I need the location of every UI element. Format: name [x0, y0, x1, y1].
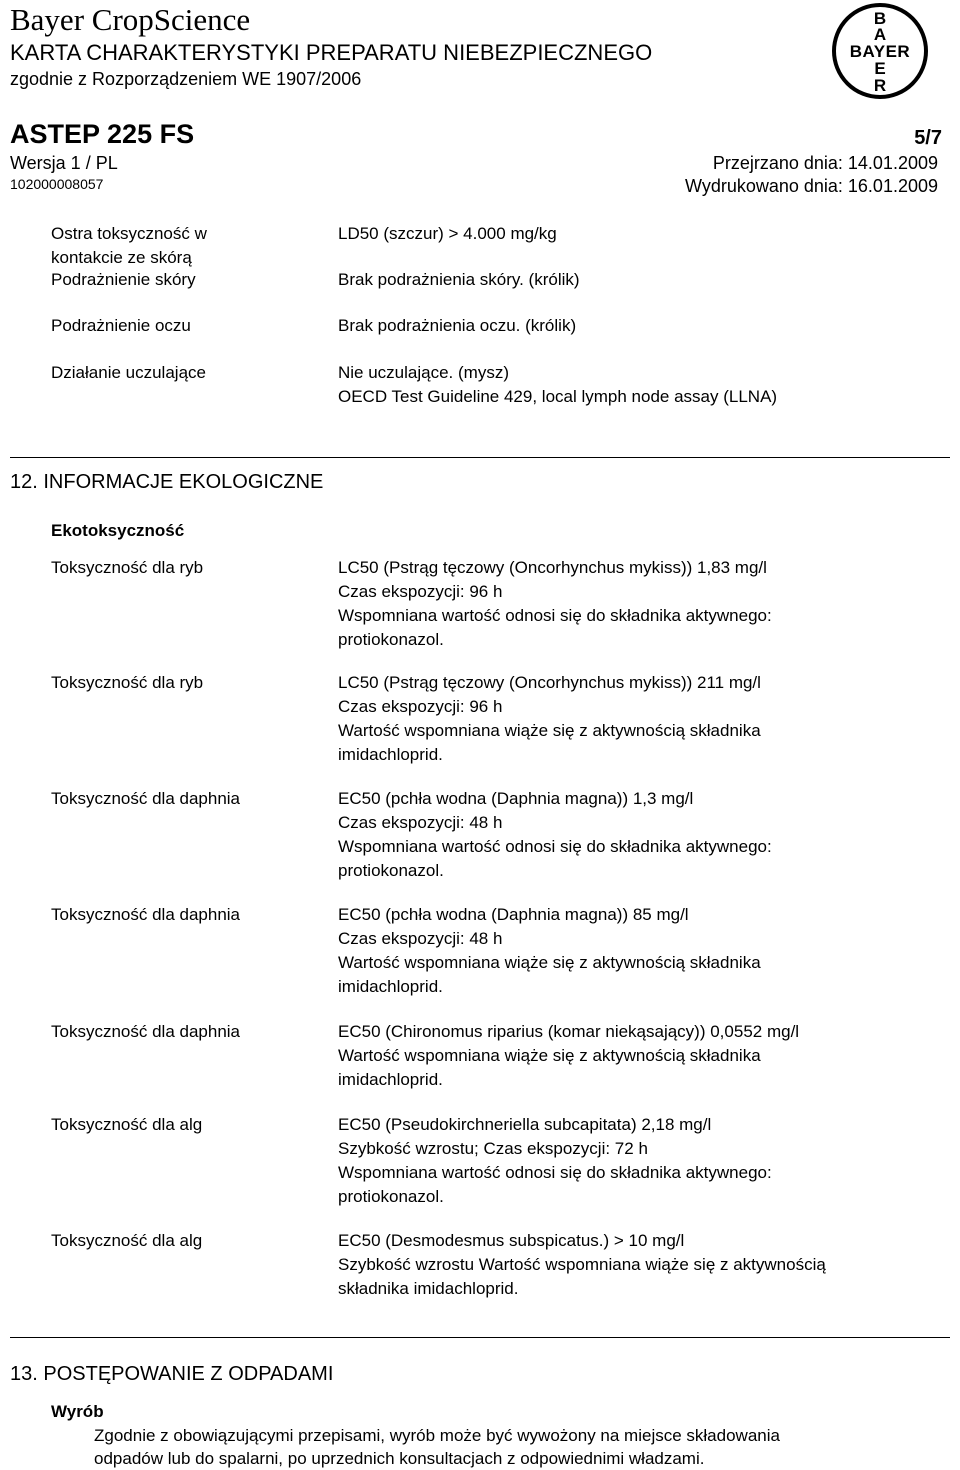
eco-item-label: Toksyczność dla alg	[51, 1115, 203, 1134]
printed-date: Wydrukowano dnia: 16.01.2009	[684, 176, 938, 196]
eye-irritation-value: Brak podrażnienia oczu. (królik)	[338, 316, 577, 335]
acute-dermal-label: Ostra toksyczność w kontakcie ze skórą	[51, 224, 207, 267]
regulation-line: zgodnie z Rozporządzeniem WE 1907/2006	[10, 69, 362, 89]
eco-item-value: EC50 (Desmodesmus subspicatus.) > 10 mg/l Szybkość wzrostu Wartość wspomniana wiąże się z aktywnością składnika imidachloprid.	[338, 1231, 826, 1298]
sensitization-label: Działanie uczulające	[51, 363, 206, 382]
svg-text:E: E	[874, 59, 886, 78]
skin-irritation-label: Podrażnienie skóry	[51, 270, 196, 289]
eco-item-label: Toksyczność dla ryb	[51, 558, 204, 577]
section-13-title: 13. POSTĘPOWANIE Z ODPADAMI	[10, 1363, 334, 1385]
svg-text:BAYER: BAYER	[849, 42, 911, 61]
eco-item-label: Toksyczność dla ryb	[51, 673, 204, 692]
sensitization-value: Nie uczulające. (mysz) OECD Test Guideline 429, local lymph node assay (LLNA)	[338, 363, 778, 406]
revised-date: Przejrzano dnia: 14.01.2009	[712, 153, 938, 173]
eco-item-value: LC50 (Pstrąg tęczowy (Oncorhynchus mykiss)) 211 mg/l Czas ekspozycji: 96 h Wartość wspomniana wiąże się z aktywnością składnika imidachloprid.	[338, 673, 761, 764]
ecotoxicity-subtitle: Ekotoksyczność	[51, 521, 185, 540]
bayer-cross-logo	[831, 2, 929, 100]
acute-dermal-value: LD50 (szczur) > 4.000 mg/kg	[338, 224, 557, 243]
version-label: Wersja 1 / PL	[10, 153, 118, 173]
eco-item-label: Toksyczność dla alg	[51, 1231, 203, 1250]
eco-item-value: LC50 (Pstrąg tęczowy (Oncorhynchus mykiss)) 1,83 mg/l Czas ekspozycji: 96 h Wspomniana wartość odnosi się do składnika aktywnego: protiokonazol.	[338, 558, 772, 649]
section-divider	[10, 1337, 950, 1338]
eco-item-label: Toksyczność dla daphnia	[51, 1022, 241, 1041]
svg-text:B: B	[873, 9, 887, 28]
eco-item-value: EC50 (Pseudokirchneriella subcapitata) 2,18 mg/l Szybkość wzrostu; Czas ekspozycji: 72 h Wspomniana wartość odnosi się do składnika aktywnego: protiokonazol.	[338, 1115, 772, 1206]
product-name: ASTEP 225 FS	[10, 119, 195, 149]
product-subtitle: Wyrób	[51, 1402, 104, 1421]
svg-text:A: A	[873, 25, 887, 44]
document-code: 102000008057	[10, 176, 104, 192]
section-divider	[10, 457, 950, 458]
eco-item-value: EC50 (pchła wodna (Daphnia magna)) 1,3 mg/l Czas ekspozycji: 48 h Wspomniana wartość odnosi się do składnika aktywnego: protiokonazol.	[338, 789, 772, 880]
eco-item-value: EC50 (pchła wodna (Daphnia magna)) 85 mg/l Czas ekspozycji: 48 h Wartość wspomniana wiąże się z aktywnością składnika imidachloprid.	[338, 905, 761, 996]
company-name: Bayer CropScience	[10, 2, 251, 37]
eco-item-label: Toksyczność dla daphnia	[51, 905, 241, 924]
svg-text:R: R	[873, 76, 887, 95]
document-title: KARTA CHARAKTERYSTYKI PREPARATU NIEBEZPIECZNEGO	[10, 40, 653, 65]
eye-irritation-label: Podrażnienie oczu	[51, 316, 191, 335]
section-12-title: 12. INFORMACJE EKOLOGICZNE	[10, 471, 324, 493]
page-number: 5/7	[914, 127, 942, 149]
eco-item-value: EC50 (Chironomus riparius (komar niekąsający)) 0,0552 mg/l Wartość wspomniana wiąże się z aktywnością składnika imidachloprid.	[338, 1022, 800, 1089]
skin-irritation-value: Brak podrażnienia skóry. (królik)	[338, 270, 580, 289]
disposal-text: Zgodnie z obowiązującymi przepisami, wyrób może być wywożony na miejsce składowania odpadów lub do spalarni, po uprzednich konsultacjach z odpowiednimi władzami.	[94, 1426, 780, 1468]
eco-item-label: Toksyczność dla daphnia	[51, 789, 241, 808]
